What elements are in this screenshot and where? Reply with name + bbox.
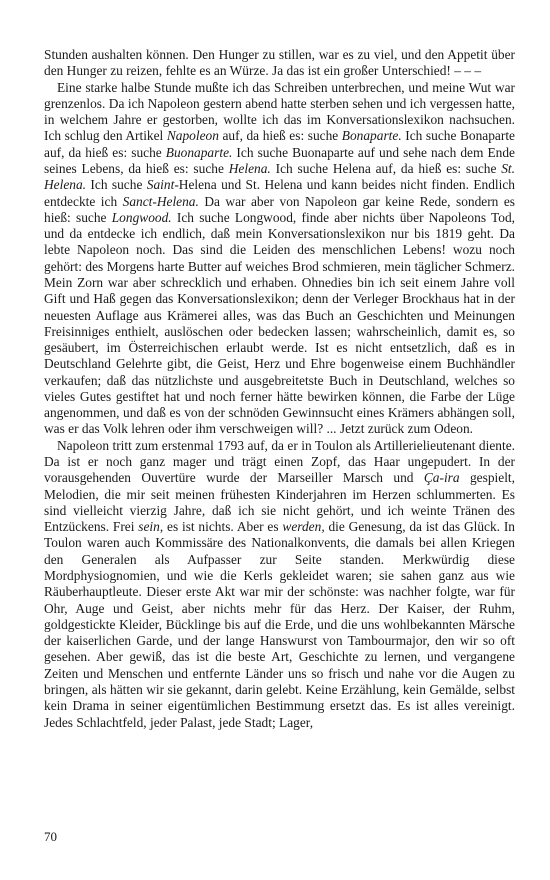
italic-run: Helena.: [228, 160, 271, 176]
body-paragraph: [44, 80, 515, 438]
italic-run: Bonaparte.: [341, 128, 402, 144]
text-run: Ich suche Bonaparte auf, da hieß es: suche: [44, 128, 515, 160]
italic-run: Sanct-Helena.: [122, 193, 199, 209]
body-paragraph: [44, 47, 515, 80]
body-paragraph: [44, 438, 515, 731]
text-run: -Helena und St. Helena und kann beides nicht finden. Endlich entdeckte ich: [44, 177, 515, 209]
text-run: Ich suche Buonaparte auf und sehe nach dem Ende seines Lebens, da hieß es: suche: [44, 144, 515, 176]
italic-run: sein: [138, 519, 160, 535]
text-run: die Genesung, da ist das Glück. In Toulon waren auch Kommissäre des Nationalkonvents, die damals bei allen Kriegen den Generalen als Aufpasser zur Seite standen. Merkwürdig diese Mordphysiognomien, und wie die Kerls gekleidet waren; sie sahen ganz aus wie Räuberhauptleute. Dieser erste Akt war mir der schönste: was nachher folgte, war für Ohr, Auge und Geist, aber nichts mehr für das Herz. Der Kaiser, der Ruhm, goldgestickte Kleider, Bücklinge bis auf die Erde, und die uns wohlbekannten Märsche der kaiserlichen Garde, und der lange Hanswurst von Tambourmajor, den wir so oft gesehen. Aber gewiß, das ist die beste Art, Geschichte zu lernen, und vergangene Zeiten und Menschen und entfernte Länder uns so frisch und nahe vor die Augen zu bringen, als hätten wir sie gekannt, darin gelebt. Keine Erzählung, kein Gemälde, selbst kein Drama in seiner eigentümlichen Bestimmung ersetzt das. Es ist alles vereinigt. Jedes Schlachtfeld, jeder Palast, jede Stadt; Lager,: [44, 519, 515, 730]
text-run: Napoleon tritt zum erstenmal 1793 auf, da er in Toulon als Artillerielieutenant diente. Da ist er noch ganz mager und trägt einen Zopf, das Haar ungepudert. In der vorausgehenden Ouvertüre wurde der Marseiller Marsch und: [44, 437, 515, 486]
text-run: gespielt, Melodien, die mir seit meinen frühesten Kinderjahren im Herzen schlummerten. Es sind vielleicht vierzig Jahre, daß ich sie nicht gehört, und ich weinte Tränen des Entzückens. Frei: [44, 470, 515, 535]
page-number: 70: [44, 829, 57, 844]
text-run: Ich suche Helena auf, da hieß es: suche: [270, 160, 502, 176]
text-run: Eine starke halbe Stunde mußte ich das Schreiben unterbrechen, und meine Wut war grenzenlos. Da ich Napoleon gestern abend hatte sterben sehen und ich vergessen hatte, in welchem Jahre er gestorben, wollte ich das im Konversationslexikon nachsuchen. Ich schlug den Artikel: [44, 79, 515, 144]
text-run: Ich suche: [86, 177, 147, 193]
italic-run: Longwood.: [111, 209, 172, 225]
page-body: [44, 47, 515, 731]
text-run: Stunden aushalten können. Den Hunger zu stillen, war es zu viel, und den Appetit über den Hunger zu reizen, fehlte es an Würze. Ja das ist ein großer Unterschied! – – –: [44, 47, 515, 79]
italic-run: Saint: [146, 177, 175, 193]
italic-run: Napoleon: [166, 128, 219, 144]
text-run: Da war aber von Napoleon gar keine Rede, sondern es hieß: suche: [44, 193, 516, 225]
italic-run: St. Helena.: [44, 160, 515, 193]
text-run: auf, da hieß es: suche: [218, 128, 342, 144]
italic-run: Ça-ira: [423, 470, 460, 486]
italic-run: werden,: [282, 519, 325, 535]
text-run: Ich suche Longwood, finde aber nichts über Napoleons Tod, und da entdecke ich endlich, daß mein Konversationslexikon nur bis 1819 geht. Da lebte Napoleon noch. Das sind die Leiden des menschlichen Lebens! wozu noch gehört: des Morgens harte Butter auf weiches Brod schmieren, mein täglicher Schmerz. Mein Zorn war aber schrecklich und erhaben. Ohnedies bin ich seit einem Jahre voll Gift und Haß gegen das Konversationslexikon; denn der Verleger Brockhaus hat in der neuesten Auflage aus Krämerei alles, was das Buch an Geschichten und Meinungen Freisinniges enthielt, auslöschen oder bedecken lassen; wahrscheinlich, damit es, so gesäubert, im Österreichischen erlaubt werde. Ist es nicht entsetzlich, daß es in Deutschland Gelehrte gibt, die Geist, Herz und Ehre bogenweise einem Buchhändler verkaufen; daß das nützlichste und ausgebreitetste Buch in Deutschland, welches so vieles Gutes gestiftet hat und noch ferner hätte bewirken können, die Farbe der Lüge angenommen, und daß es von der schnöden Gewinnsucht eines Krämers abhängen soll, was er das Volk lehren oder ihm verschweigen will? ... Jetzt zurück zum Odeon.: [44, 209, 515, 437]
text-run: , es ist nichts. Aber es: [159, 519, 283, 535]
italic-run: Buonaparte.: [165, 144, 233, 160]
